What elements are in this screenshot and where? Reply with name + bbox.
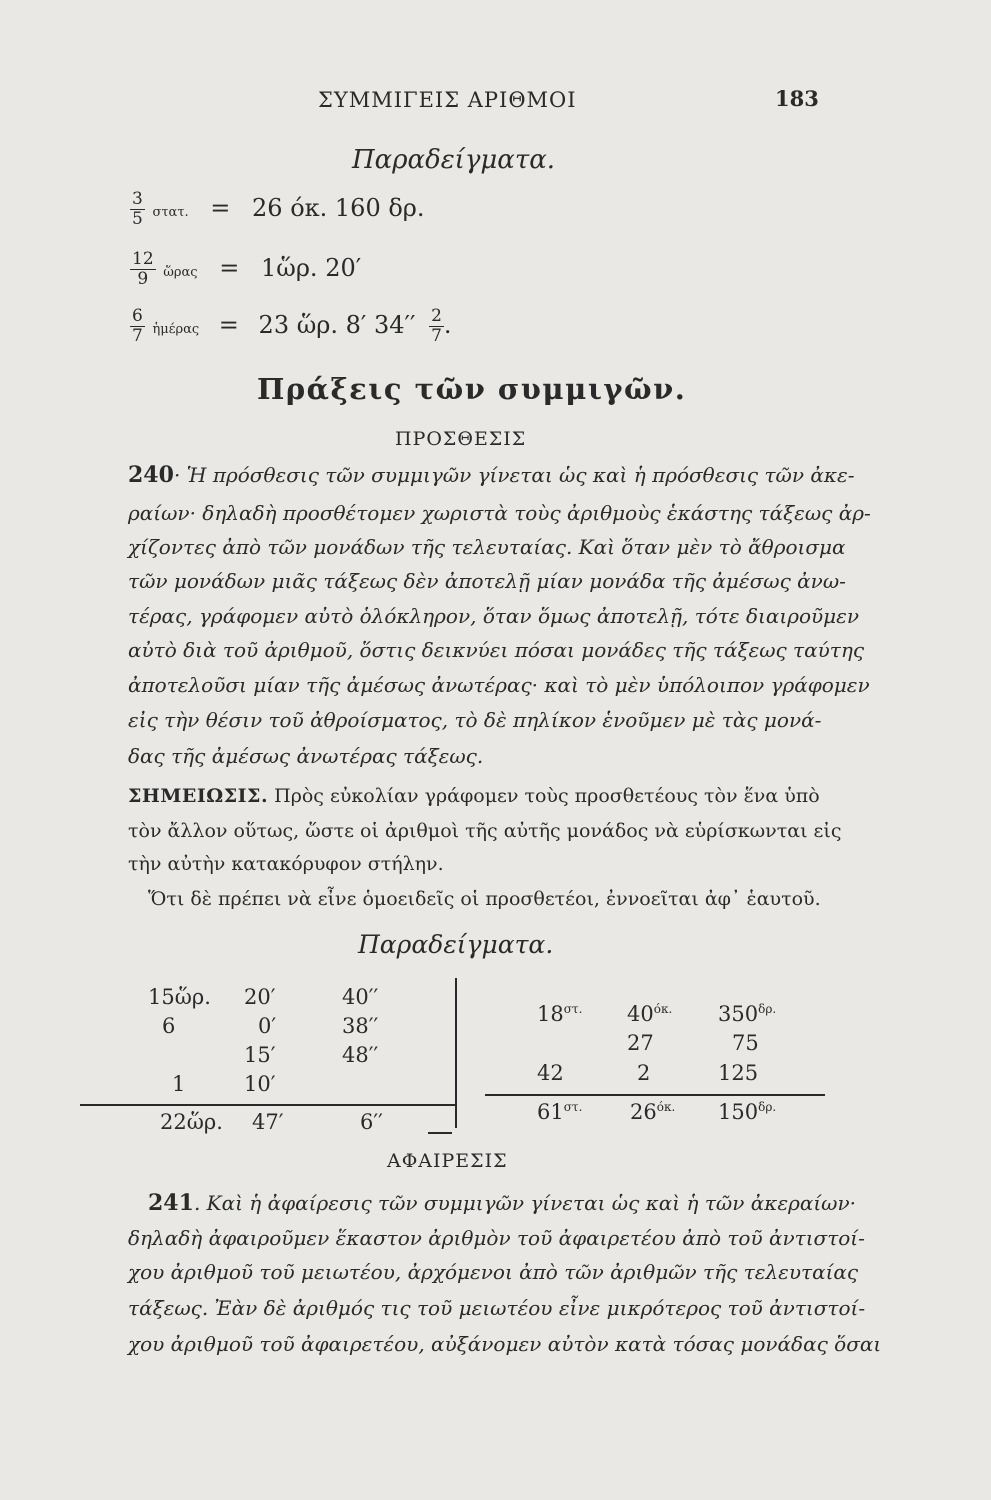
table-cell	[537, 1002, 582, 1026]
section-title: Πράξεις τῶν συμμιγῶν.	[257, 372, 687, 406]
table-cell: 40′′	[342, 985, 379, 1009]
paragraph-line: τέρας, γράφομεν αὐτὸ ὁλόκληρον, ὅταν ὅμως ἀποτελῇ, τότε διαιροῦμεν	[128, 604, 860, 628]
fraction	[130, 190, 145, 229]
equals-sign: =	[219, 254, 240, 282]
conversion-row-3	[130, 307, 452, 346]
table-cell: 0′	[258, 1014, 277, 1038]
unit-label: στ.	[563, 1100, 583, 1114]
value: 26	[630, 1100, 657, 1124]
table-cell: 15ὥρ.	[148, 985, 211, 1009]
unit-label: στατ.	[152, 205, 189, 220]
table-cell: 1	[172, 1072, 186, 1096]
sum-rule	[485, 1094, 825, 1096]
subtraction-heading: ΑΦΑΙΡΕΣΙΣ	[387, 1150, 508, 1172]
table-cell: 6	[162, 1014, 176, 1038]
value: 350	[718, 1002, 759, 1026]
paragraph-line: τῶν μονάδων μιᾶς τάξεως δὲν ἀποτελῇ μίαν μονάδα τῆς ἀμέσως ἀνω-	[128, 569, 846, 593]
fraction	[130, 250, 156, 289]
fraction	[130, 307, 145, 346]
note-line: Ὅτι δὲ πρέπει νὰ εἶνε ὁμοειδεῖς οἱ προσθετέοι, ἐννοεῖται ἀφ᾽ ἑαυτοῦ.	[148, 888, 821, 910]
paragraph-line	[128, 462, 855, 488]
fraction-numerator: 2	[431, 306, 442, 326]
fraction-denominator: 7	[132, 326, 143, 346]
paragraph-line: ραίων· δηλαδὴ προσθέτομεν χωριστὰ τοὺς ἀριθμοὺς ἑκάστης τάξεως ἀρ-	[128, 501, 871, 525]
fraction-numerator: 12	[132, 249, 154, 269]
table-cell: 42	[537, 1061, 564, 1085]
total-cell	[537, 1100, 582, 1124]
table-cell: 15′	[244, 1043, 276, 1067]
paragraph-number: 240	[128, 462, 174, 488]
paragraph-line: ἀποτελοῦσι μίαν τῆς ἀμέσως ἀνωτέρας· καὶ τὸ μὲν ὑπόλοιπον γράφομεν	[128, 673, 870, 697]
table-cell	[627, 1002, 672, 1026]
unit-label: στ.	[563, 1002, 583, 1016]
fraction	[429, 307, 444, 346]
paragraph-line: χου ἀριθμοῦ τοῦ μειωτέου, ἀρχόμενοι ἀπὸ τῶν ἀριθμῶν τῆς τελευταίας	[128, 1260, 859, 1284]
value: 61	[537, 1100, 564, 1124]
total-cell: 22ὥρ.	[160, 1110, 223, 1134]
fraction-denominator: 9	[137, 269, 149, 289]
table-cell: 2	[637, 1061, 651, 1085]
conversion-result: 23 ὥρ. 8′ 34′′	[258, 311, 416, 339]
table-cell	[718, 1002, 776, 1026]
conversion-result: 26 όκ. 160 δρ.	[252, 194, 425, 222]
total-cell	[630, 1100, 675, 1124]
fraction-numerator: 6	[132, 306, 143, 326]
total-cell: 6′′	[360, 1110, 383, 1134]
column-divider	[455, 978, 457, 1128]
fraction-denominator: 7	[431, 326, 442, 346]
note-line: τὸν ἄλλον οὕτως, ὥστε οἱ ἀριθμοὶ τῆς αὐτῆς μονάδος νὰ εὑρίσκωνται εἰς	[128, 820, 842, 842]
value: 150	[718, 1100, 759, 1124]
note-title: ΣΗΜΕΙΩΣΙΣ.	[128, 785, 269, 807]
table-cell: 27	[627, 1031, 654, 1055]
equals-sign: =	[218, 311, 239, 339]
paragraph-line: αὐτὸ διὰ τοῦ ἀριθμοῦ, ὅστις δεικνύει πόσαι μονάδες τῆς τάξεως ταύτης	[128, 638, 865, 662]
conversion-row-1	[130, 190, 425, 229]
fraction-numerator: 3	[132, 189, 143, 209]
note-text: Πρὸς εὐκολίαν γράφομεν τοὺς προσθετέους τὸν ἕνα ὑπὸ	[274, 785, 820, 807]
paragraph-line: τάξεως. Ἐὰν δὲ ἀριθμός τις τοῦ μειωτέου εἶνε μικρότερος τοῦ ἀντιστοί-	[128, 1296, 866, 1320]
examples-title-1: Παραδείγματα.	[352, 145, 556, 175]
unit-label: ὥρας	[163, 265, 198, 280]
note-line	[128, 785, 820, 807]
table-cell: 38′′	[342, 1014, 379, 1038]
unit-label: δρ.	[758, 1100, 777, 1114]
paragraph-text: . Καὶ ἡ ἀφαίρεσις τῶν συμμιγῶν γίνεται ὡς καὶ ἡ τῶν ἀκεραίων·	[193, 1191, 857, 1215]
table-cell: 48′′	[342, 1043, 379, 1067]
table-cell: 20′	[244, 985, 276, 1009]
equals-sign: =	[210, 194, 231, 222]
note-line: τὴν αὐτὴν κατακόρυφον στήλην.	[128, 853, 444, 875]
paragraph-line	[148, 1190, 856, 1216]
unit-label: ἡμέρας	[152, 322, 200, 337]
running-header: ΣΥΜΜΙΓΕΙΣ ΑΡΙΘΜΟΙ	[318, 88, 577, 112]
fraction-denominator: 5	[132, 209, 143, 229]
paragraph-line: εἰς τὴν θέσιν τοῦ ἀθροίσματος, τὸ δὲ πηλίκον ἑνοῦμεν μὲ τὰς μονά-	[128, 708, 822, 732]
value: 40	[627, 1002, 654, 1026]
paragraph-line: δηλαδὴ ἀφαιροῦμεν ἕκαστον ἀριθμὸν τοῦ ἀφαιρετέου ἀπὸ τοῦ ἀντιστοί-	[128, 1226, 865, 1250]
sum-rule	[80, 1104, 456, 1106]
addition-heading: ΠΡΟΣΘΕΣΙΣ	[395, 428, 527, 450]
unit-label: δρ.	[758, 1002, 777, 1016]
table-cell: 75	[732, 1031, 759, 1055]
page-number: 183	[775, 86, 819, 111]
total-cell: 47′	[252, 1110, 284, 1134]
table-cell: 10′	[244, 1072, 276, 1096]
unit-label: όκ.	[656, 1100, 676, 1114]
table-cell: 125	[718, 1061, 759, 1085]
conversion-result: 1ὥρ. 20′	[260, 254, 362, 282]
period: .	[443, 311, 452, 339]
unit-label: όκ.	[653, 1002, 673, 1016]
paragraph-number: 241	[148, 1190, 194, 1216]
value: 18	[537, 1002, 564, 1026]
paragraph-line: χου ἀριθμοῦ τοῦ ἀφαιρετέου, αὐξάνομεν αὐτὸν κατὰ τόσας μονάδας ὅσαι	[128, 1332, 882, 1356]
conversion-row-2	[130, 250, 361, 289]
paragraph-text: · Ἡ πρόσθεσις τῶν συμμιγῶν γίνεται ὡς καὶ ἡ πρόσθεσις τῶν ἀκε-	[173, 463, 855, 487]
paragraph-line: δας τῆς ἀμέσως ἀνωτέρας τάξεως.	[128, 744, 484, 768]
paragraph-line: χίζοντες ἀπὸ τῶν μονάδων τῆς τελευταίας. Καὶ ὅταν μὲν τὸ ἄθροισμα	[128, 535, 846, 559]
total-cell	[718, 1100, 776, 1124]
examples-title-2: Παραδείγματα.	[358, 930, 554, 959]
divider-foot	[428, 1132, 452, 1134]
